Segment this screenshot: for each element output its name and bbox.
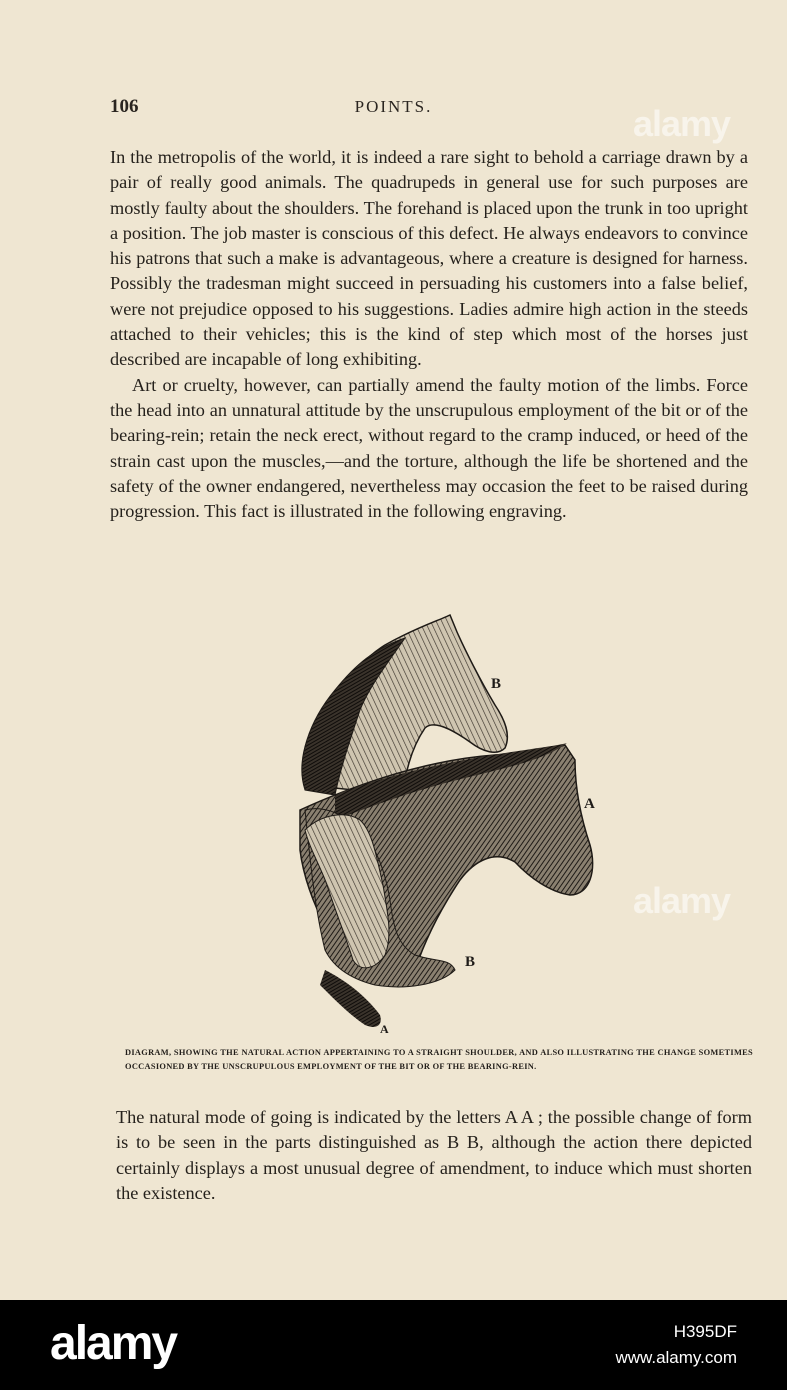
alamy-logo: alamy bbox=[50, 1317, 177, 1370]
image-id: H395DF bbox=[673, 1322, 737, 1341]
footer-url: www.alamy.com bbox=[615, 1348, 737, 1367]
paragraph-2: Art or cruelty, however, can partially amend the faulty motion of the limbs. Force the head into an unnatural attitude by the unscrupulous employment of the bit or of the bearing-rein; retain the neck erect, without regard to the cramp induced, or heed of the strain cast upon the muscles,—and the torture, although the life be shortened and the safety of the owner endangered, nevertheless may occasion the feet to be raised during progression. This fact is illustrated in the following engraving. bbox=[110, 374, 748, 522]
watermark-footer-bar bbox=[0, 1300, 787, 1390]
paragraph-1: In the metropolis of the world, it is indeed a rare sight to behold a carriage drawn by a pair of really good animals. The quadrupeds in general use for such purposes are mostly faulty about the shoulders. The forehand is placed upon the trunk in too upright a position. The job master is conscious of this defect. He always endeavors to convince his patrons that such a make is advantageous, where a creature is designed for harness. Possibly the tradesman might succeed in persuading his customers into a false belief, were not prejudice opposed to his suggestions. Ladies admire high action in the steeds attached to their vehicles; this is the kind of step which most of the horses just described are incapable of long exhibiting. bbox=[110, 147, 748, 370]
figure-label-a-leg: A bbox=[380, 1022, 389, 1036]
figure-label-a-head: A bbox=[584, 796, 595, 812]
horse-engraving-illustration bbox=[265, 610, 605, 1040]
page-number: 106 bbox=[110, 96, 139, 117]
watermark-alamy-middle: alamy bbox=[633, 880, 731, 921]
body-text bbox=[110, 145, 748, 524]
paragraph-3: The natural mode of going is indicated by the letters A A ; the possible change of form is to be seen in the parts distinguished as B B, although the action there depicted certainly displays a most unusual degree of amendment, to induce which must shorten the existence. bbox=[116, 1107, 752, 1203]
figure-label-b-head: B bbox=[491, 676, 502, 692]
horse-engraving bbox=[265, 610, 605, 1040]
figure-caption: DIAGRAM, SHOWING THE NATURAL ACTION APPERTAINING TO A STRAIGHT SHOULDER, AND ALSO ILLUSTRATING THE CHANGE SOMETIMES OCCASIONED BY THE UNSCRUPULOUS EMPLOYMENT OF THE BIT OR OF THE BEARING-REIN. bbox=[125, 1048, 753, 1071]
body-text-after-figure bbox=[116, 1105, 752, 1206]
watermark-alamy-top: alamy bbox=[633, 103, 731, 144]
figure-label-b-leg: B bbox=[465, 954, 476, 970]
running-head: POINTS. bbox=[354, 97, 433, 116]
